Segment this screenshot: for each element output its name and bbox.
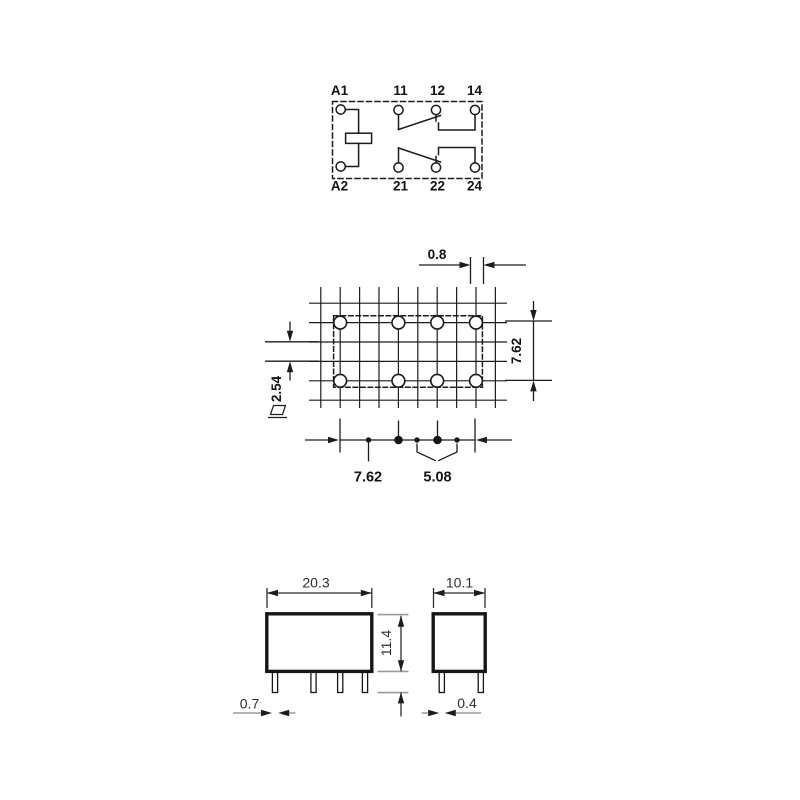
arrowhead-right xyxy=(460,262,471,268)
arrowhead-left xyxy=(267,590,278,596)
coil-symbol xyxy=(336,105,372,171)
pcb-hole xyxy=(431,374,444,387)
dim-pin-width-front xyxy=(233,696,296,717)
label-14: 14 xyxy=(466,83,483,98)
pin-position-row xyxy=(305,419,512,486)
arrowhead-up xyxy=(530,380,536,391)
relay-pin xyxy=(272,671,277,693)
dim-row-spacing xyxy=(505,301,552,401)
terminal-24 xyxy=(470,163,479,172)
dim-grid-pitch-extension-lines xyxy=(265,342,319,361)
coil-wire-top xyxy=(345,110,358,134)
arrowhead-right xyxy=(261,710,272,716)
dim-pin-width-side xyxy=(422,695,482,716)
relay-body-front-view xyxy=(267,614,372,672)
coil-wire-bottom xyxy=(345,143,358,166)
pcb-hole xyxy=(334,374,347,387)
dim-pin-span-left-value: 7.62 xyxy=(353,469,383,486)
terminal-22 xyxy=(431,163,440,172)
pin-dot-large xyxy=(433,436,442,445)
dim-hole-width-extension-lines xyxy=(471,257,484,284)
terminal-14 xyxy=(470,105,479,114)
dim-row-spacing-value: 7.62 xyxy=(509,337,524,365)
pin-group-bracket xyxy=(417,444,457,461)
contact-set-bottom xyxy=(394,148,480,173)
dim-hole-width-value: 0.8 xyxy=(427,247,447,262)
dim-pin-width-side-value: 0.4 xyxy=(457,695,477,711)
arrowhead-left xyxy=(434,590,445,596)
relay-body-side-view xyxy=(433,614,485,672)
dim-pin-width-front-value: 0.7 xyxy=(239,695,260,712)
arrowhead-right xyxy=(428,710,439,716)
label-22: 22 xyxy=(429,178,446,194)
schematic-diagram xyxy=(331,83,483,194)
terminal-21 xyxy=(394,163,403,172)
pcb-layout-diagram xyxy=(265,247,552,486)
pin-row-stems xyxy=(369,421,438,462)
dim-body-height-value: 11.4 xyxy=(378,629,394,657)
arrowhead-right xyxy=(474,590,485,596)
arrowhead-right xyxy=(328,437,339,443)
pcb-hole xyxy=(392,316,405,329)
pin-dot-small xyxy=(366,437,371,442)
terminal-a1 xyxy=(336,105,345,114)
relay-pin xyxy=(362,671,367,693)
label-12: 12 xyxy=(429,83,446,98)
terminal-12 xyxy=(431,105,440,114)
coil-box xyxy=(346,133,372,143)
contact-set-top xyxy=(394,105,480,130)
pcb-grid xyxy=(309,287,507,408)
label-21: 21 xyxy=(392,178,409,194)
arrowhead-right xyxy=(361,590,372,596)
dim-pin-span-right-value: 5.08 xyxy=(423,469,452,486)
dim-grid-pitch xyxy=(265,322,319,418)
pin-dot-small xyxy=(414,437,419,442)
arrowhead-down xyxy=(287,331,293,342)
arrowhead-left xyxy=(484,262,495,268)
pcb-hole xyxy=(392,374,405,387)
dim-body-height xyxy=(378,615,409,717)
pcb-holes xyxy=(334,316,483,387)
relay-pin xyxy=(478,671,483,693)
arrowhead-up xyxy=(398,692,404,703)
outline-views xyxy=(233,575,485,717)
label-a1: A1 xyxy=(330,83,349,98)
relay-pin xyxy=(439,671,444,693)
grid-pitch-symbol-icon xyxy=(271,406,286,415)
arrowhead-left xyxy=(476,437,487,443)
no-contact-24 xyxy=(439,148,476,163)
pcb-hole xyxy=(470,316,483,329)
front-view-pins xyxy=(272,671,367,693)
blade-21-22 xyxy=(399,148,441,162)
side-view-pins xyxy=(439,671,483,693)
relay-pin xyxy=(311,671,316,693)
arrowhead-left xyxy=(445,710,456,716)
arrowhead-left xyxy=(278,710,289,716)
label-a2: A2 xyxy=(330,178,349,194)
blade-11-12 xyxy=(399,116,441,130)
pin-dot-large xyxy=(394,436,403,445)
arrowhead-up xyxy=(287,361,293,372)
pcb-hole xyxy=(334,316,347,329)
dim-side-width xyxy=(434,575,486,609)
pin-dot-small xyxy=(454,437,459,442)
pcb-hole xyxy=(470,374,483,387)
relay-footprint-dashed-box xyxy=(334,316,483,387)
dim-front-width-value: 20.3 xyxy=(302,574,330,591)
arrowhead-up xyxy=(398,616,404,627)
arrowhead-down xyxy=(530,310,536,321)
dim-side-width-value: 10.1 xyxy=(445,574,474,591)
label-24: 24 xyxy=(466,178,483,194)
dim-front-width-extension-lines xyxy=(267,588,372,608)
pcb-hole xyxy=(431,316,444,329)
arrowhead-down xyxy=(398,660,404,671)
no-contact-14 xyxy=(439,115,476,130)
terminal-11 xyxy=(394,105,403,114)
dim-grid-pitch-value: 2.54 xyxy=(269,375,284,403)
dim-hole-width xyxy=(419,247,526,284)
dim-front-width xyxy=(267,575,372,609)
terminal-a2 xyxy=(336,162,345,171)
pin-row-ticks xyxy=(340,419,475,453)
relay-pin xyxy=(338,671,343,693)
label-11: 11 xyxy=(393,83,408,98)
